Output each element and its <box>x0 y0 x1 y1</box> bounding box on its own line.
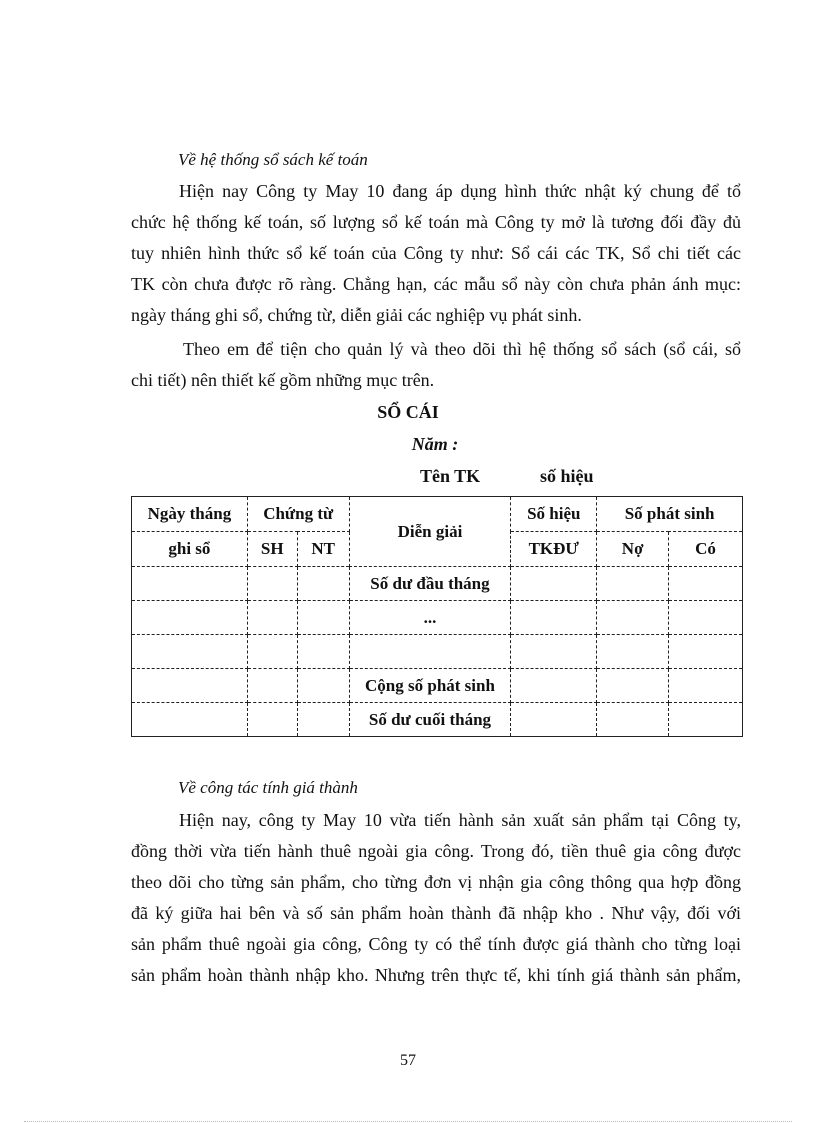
row-description: Số dư đầu tháng <box>349 567 511 601</box>
text-line: Theo em để tiện cho quản lý và theo dõi thì hệ thống sổ sách (sổ cái, sổ <box>183 339 741 359</box>
text-line: tuy nhiên hình thức sổ kế toán của Công ty như: Sổ cái các TK, Sổ chi tiết các <box>131 243 741 263</box>
text-line: ngày tháng ghi sổ, chứng từ, diễn giải các nghiệp vụ phát sinh. <box>131 305 582 325</box>
section-heading-bookkeeping: Về hệ thống sổ sách kế toán <box>178 150 368 169</box>
paragraph-costing <box>131 805 741 991</box>
text-line: sản phẩm hoàn thành nhập kho. Nhưng trên thực tế, khi tính giá thành sản phẩm, <box>131 965 741 985</box>
text-line: đã ký giữa hai bên và số sản phẩm hoàn thành đã nhập kho . Như vậy, đối với <box>131 903 741 923</box>
row-description <box>349 635 511 669</box>
header-voucher-sh: SH <box>247 532 297 567</box>
header-voucher-nt: NT <box>297 532 349 567</box>
ledger-title: SỔ CÁI <box>377 402 439 422</box>
account-name-label: Tên TK <box>420 466 481 486</box>
ledger-year-label: Năm : <box>411 434 459 454</box>
table-header-row <box>132 497 743 532</box>
paragraph-bookkeeping <box>131 176 741 331</box>
table-row <box>132 703 743 737</box>
header-voucher: Chứng từ <box>247 497 349 532</box>
table-row <box>132 669 743 703</box>
text-line: theo dõi cho từng sản phẩm, cho từng đơn vị nhận gia công thông qua hợp đồng <box>131 872 741 892</box>
header-account-code: Số hiệu <box>511 497 597 532</box>
header-amount: Số phát sinh <box>597 497 743 532</box>
text-line: TK còn chưa được rõ ràng. Chẳng hạn, các mẫu sổ này còn chưa phản ánh mục: <box>131 274 741 294</box>
row-description: Số dư cuối tháng <box>349 703 511 737</box>
text-line: Hiện nay Công ty May 10 đang áp dụng hình thức nhật ký chung để tổ <box>179 181 741 201</box>
page-bottom-divider <box>24 1121 792 1122</box>
header-account-code-line2: TKĐƯ <box>511 532 597 567</box>
text-line: chức hệ thống kế toán, số lượng sổ kế toán mà Công ty mở là tương đối đầy đủ <box>131 212 741 232</box>
table-row <box>132 601 743 635</box>
text-line: Hiện nay, công ty May 10 vừa tiến hành sản xuất sản phẩm tại Công ty, <box>179 810 741 830</box>
text-line: sản phẩm thuê ngoài gia công, Công ty có thể tính được giá thành cho từng loại <box>131 934 741 954</box>
account-number-label: số hiệu <box>540 466 594 486</box>
text-line: chi tiết) nên thiết kế gồm những mục trên. <box>131 370 435 390</box>
row-description: ... <box>349 601 511 635</box>
header-date-line2: ghi sổ <box>132 532 248 567</box>
header-description: Diễn giải <box>349 497 511 567</box>
table-row <box>132 635 743 669</box>
page-number: 57 <box>400 1052 416 1069</box>
ledger-table <box>131 496 743 737</box>
header-credit: Có <box>669 532 743 567</box>
row-description: Cộng số phát sinh <box>349 669 511 703</box>
table-row <box>132 567 743 601</box>
section-heading-costing: Về công tác tính giá thành <box>178 778 358 797</box>
paragraph-proposal <box>131 334 741 396</box>
header-date: Ngày tháng <box>132 497 248 532</box>
header-debit: Nợ <box>597 532 669 567</box>
text-line: đồng thời vừa tiến hành thuê ngoài gia công. Trong đó, tiền thuê gia công được <box>131 841 741 861</box>
